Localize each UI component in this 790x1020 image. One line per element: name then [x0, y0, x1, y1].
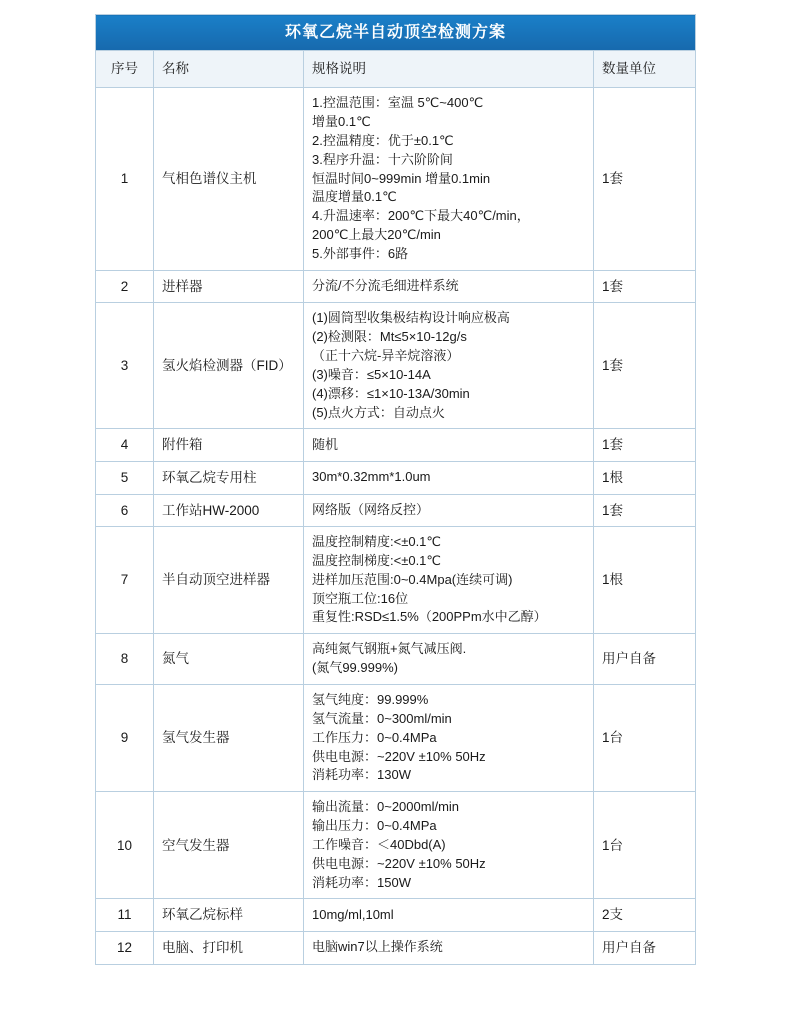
table-row: [96, 634, 696, 685]
cell-spec: [304, 634, 594, 685]
spec-line: 消耗功率：130W: [312, 767, 411, 783]
cell-name: 附件箱: [154, 429, 304, 462]
table-row: [96, 270, 696, 303]
cell-qty: 1套: [594, 494, 696, 527]
spec-line: 5.外部事件：6路: [312, 245, 409, 261]
table-row: [96, 932, 696, 965]
cell-qty: 2支: [594, 899, 696, 932]
cell-qty: 1套: [594, 429, 696, 462]
cell-qty: 1套: [594, 88, 696, 271]
spec-line: 1.控温范围：室温 5℃~400℃: [312, 95, 484, 111]
cell-no: 11: [96, 899, 154, 932]
table-row: [96, 88, 696, 271]
cell-name: 半自动顶空进样器: [154, 527, 304, 634]
cell-spec: [304, 461, 594, 494]
cell-no: 5: [96, 461, 154, 494]
specification-table: [95, 14, 696, 965]
cell-qty: 1根: [594, 527, 696, 634]
spec-line: (5)点火方式：自动点火: [312, 404, 445, 420]
spec-line: 200℃上最大20℃/min: [312, 227, 441, 243]
spec-line: 供电电源：~220V ±10% 50Hz: [312, 748, 486, 764]
spec-line: (4)漂移：≤1×10-13A/30min: [312, 385, 470, 401]
spec-line: 输出压力：0~0.4MPa: [312, 818, 437, 834]
column-header-qty: 数量单位: [594, 51, 696, 88]
spec-line: 温度控制梯度:<±0.1℃: [312, 552, 442, 568]
cell-no: 6: [96, 494, 154, 527]
cell-no: 2: [96, 270, 154, 303]
spec-line: 进样加压范围:0~0.4Mpa(连续可调): [312, 571, 513, 587]
spec-line: (1)圆筒型收集极结构设计响应极高: [312, 310, 510, 326]
cell-name: 空气发生器: [154, 792, 304, 899]
cell-no: 10: [96, 792, 154, 899]
spec-line: 工作噪音：＜40Dbd(A): [312, 836, 446, 852]
spec-line: （正十六烷-异辛烷溶液）: [312, 348, 460, 364]
cell-spec: [304, 303, 594, 429]
cell-name: 环氧乙烷专用柱: [154, 461, 304, 494]
cell-spec: [304, 527, 594, 634]
table-row: [96, 899, 696, 932]
table-row: [96, 685, 696, 792]
table-body: [96, 88, 696, 964]
spec-line: 3.程序升温：十六阶阶间: [312, 151, 453, 167]
spec-line: 温度控制精度:<±0.1℃: [312, 534, 442, 550]
cell-spec: [304, 932, 594, 965]
cell-spec: [304, 88, 594, 271]
cell-no: 7: [96, 527, 154, 634]
table-row: [96, 461, 696, 494]
spec-line: 2.控温精度：优于±0.1℃: [312, 132, 454, 148]
cell-no: 3: [96, 303, 154, 429]
table-row: [96, 303, 696, 429]
spec-line: 重复性:RSD≤1.5%（200PPm水中乙醇）: [312, 609, 547, 625]
spec-line: 温度增量0.1℃: [312, 189, 397, 205]
spec-line: 供电电源：~220V ±10% 50Hz: [312, 855, 486, 871]
table-row: [96, 429, 696, 462]
spec-line: 电脑win7以上操作系统: [312, 939, 443, 955]
cell-name: 工作站HW-2000: [154, 494, 304, 527]
cell-spec: [304, 494, 594, 527]
table-row: [96, 792, 696, 899]
spec-line: 分流/不分流毛细进样系统: [312, 278, 459, 294]
spec-line: 30m*0.32mm*1.0um: [312, 469, 431, 485]
spec-line: (氮气99.999%): [312, 660, 398, 676]
spec-line: 顶空瓶工位:16位: [312, 590, 409, 606]
cell-no: 1: [96, 88, 154, 271]
spec-line: 消耗功率：150W: [312, 874, 411, 890]
cell-qty: 1套: [594, 303, 696, 429]
spec-line: 网络版（网络反控）: [312, 501, 430, 517]
cell-name: 气相色谱仪主机: [154, 88, 304, 271]
cell-qty: 1套: [594, 270, 696, 303]
cell-spec: [304, 792, 594, 899]
cell-name: 电脑、打印机: [154, 932, 304, 965]
spec-line: 工作压力：0~0.4MPa: [312, 729, 437, 745]
spec-line: 4.升温速率：200℃下最大40℃/min，: [312, 208, 530, 224]
table-row: [96, 494, 696, 527]
spec-line: (3)噪音：≤5×10-14A: [312, 366, 431, 382]
cell-name: 环氧乙烷标样: [154, 899, 304, 932]
column-header-name: 名称: [154, 51, 304, 88]
cell-qty: 1台: [594, 792, 696, 899]
spec-line: 氢气纯度：99.999%: [312, 692, 429, 707]
column-header-no: 序号: [96, 51, 154, 88]
spec-line: 恒温时间0~999min 增量0.1min: [312, 170, 491, 186]
cell-qty: 1台: [594, 685, 696, 792]
cell-no: 12: [96, 932, 154, 965]
cell-spec: [304, 685, 594, 792]
cell-qty: 用户自备: [594, 634, 696, 685]
spec-line: 10mg/ml,10ml: [312, 906, 394, 922]
column-header-spec: 规格说明: [304, 51, 594, 88]
cell-no: 8: [96, 634, 154, 685]
spec-line: 输出流量：0~2000ml/min: [312, 799, 460, 815]
cell-no: 4: [96, 429, 154, 462]
spec-line: (2)检测限：Mt≤5×10-12g/s: [312, 329, 467, 345]
cell-name: 氢气发生器: [154, 685, 304, 792]
cell-spec: [304, 270, 594, 303]
cell-name: 氮气: [154, 634, 304, 685]
cell-name: 进样器: [154, 270, 304, 303]
cell-qty: 1根: [594, 461, 696, 494]
cell-spec: [304, 429, 594, 462]
table-header-row: [96, 51, 696, 88]
cell-qty: 用户自备: [594, 932, 696, 965]
cell-name: 氢火焰检测器（FID）: [154, 303, 304, 429]
cell-no: 9: [96, 685, 154, 792]
table-row: [96, 527, 696, 634]
document-title: 环氧乙烷半自动顶空检测方案: [96, 15, 696, 51]
spec-line: 高纯氮气钢瓶+氮气减压阀.: [312, 641, 467, 657]
spec-line: 增量0.1℃: [312, 114, 371, 130]
cell-spec: [304, 899, 594, 932]
spec-line: 氢气流量：0~300ml/min: [312, 710, 452, 726]
table-title-row: [96, 15, 696, 51]
spec-line: 随机: [312, 436, 339, 452]
